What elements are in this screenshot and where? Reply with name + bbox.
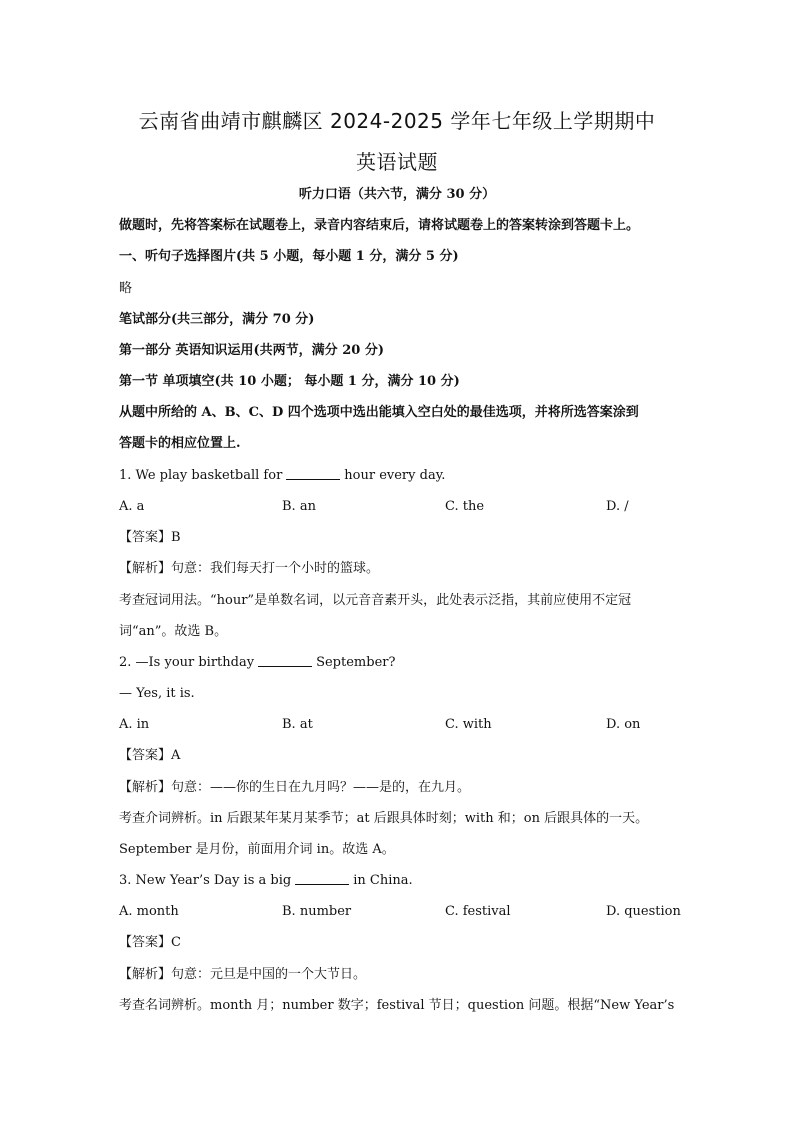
question-3-option-d: D. question (606, 904, 681, 919)
question-1-option-d: D. / (606, 499, 629, 514)
question-stem-before: 3. New Year’s Day is a big (119, 873, 292, 888)
question-stem-after: in China. (353, 873, 413, 888)
document-subtitle: 英语试题 (356, 150, 438, 174)
question-3-analysis-1: 【解析】句意：元旦是中国的一个大节日。 (119, 967, 367, 982)
question-2-option-a: A. in (119, 717, 150, 732)
question-3-option-b: B. number (282, 904, 352, 919)
document-title: 云南省曲靖市麒麟区 2024-2025 学年七年级上学期期中 (138, 109, 656, 133)
question-3-option-c: C. festival (445, 904, 511, 919)
question-stem-after: September? (316, 655, 396, 670)
question-1-option-c: C. the (445, 499, 485, 514)
omitted-note: 略 (119, 281, 133, 296)
written-header: 笔试部分(共三部分，满分 70 分) (119, 312, 315, 327)
section1-heading: 一、听句子选择图片(共 5 小题，每小题 1 分，满分 5 分) (119, 249, 459, 264)
answer-blank (258, 653, 312, 667)
listening-header: 听力口语（共六节，满分 30 分） (298, 187, 496, 202)
question-2-analysis-3: September 是月份，前面用介词 in。故选 A。 (119, 842, 395, 857)
instruction-line-2: 答题卡的相应位置上. (119, 436, 241, 451)
question-2-option-d: D. on (606, 717, 641, 732)
question-stem-before: 1. We play basketball for (119, 468, 283, 483)
question-2-analysis-1: 【解析】句意：——你的生日在九月吗？——是的，在九月。 (119, 780, 471, 795)
answer-blank (295, 871, 349, 885)
question-1-option-b: B. an (282, 499, 316, 514)
question-stem-after: hour every day. (344, 468, 446, 483)
instruction-line-1: 从题中所给的 A、B、C、D 四个选项中选出能填入空白处的最佳选项，并将所选答案涂到 (119, 405, 639, 420)
question-stem-before: 2. —Is your birthday (119, 655, 255, 670)
question-3-answer: 【答案】C (119, 935, 181, 950)
question-2-option-b: B. at (282, 717, 313, 732)
question-2-option-c: C. with (445, 717, 492, 732)
question-3-stem (119, 871, 694, 891)
question-2-stem (119, 653, 694, 673)
question-3-option-a: A. month (119, 904, 179, 919)
answer-blank (286, 466, 340, 480)
question-1-analysis-2: 考查冠词用法。“hour”是单数名词，以元音音素开头，此处表示泛指，其前应使用不定冠 (119, 593, 632, 608)
question-3-analysis-2: 考查名词辨析。month 月；number 数字；festival 节日；question 问题。根据“New Year’s (119, 998, 675, 1013)
part1-heading: 第一部分 英语知识运用(共两节，满分 20 分) (119, 343, 384, 358)
sub1-heading: 第一节 单项填空(共 10 小题； 每小题 1 分，满分 10 分) (119, 374, 460, 389)
question-2-answer: 【答案】A (119, 748, 181, 763)
question-1-option-a: A. a (119, 499, 145, 514)
question-1-analysis-3: 词“an”。故选 B。 (119, 624, 228, 639)
question-1-analysis-1: 【解析】句意：我们每天打一个小时的篮球。 (119, 561, 380, 576)
question-2-analysis-2: 考查介词辨析。in 后跟某年某月某季节；at 后跟具体时刻；with 和；on 后跟具体的一天。 (119, 811, 649, 826)
listening-note: 做题时，先将答案标在试题卷上，录音内容结束后，请将试题卷上的答案转涂到答题卡上。 (119, 218, 640, 233)
question-1-stem (119, 466, 694, 486)
question-2-stem-line-2: — Yes, it is. (119, 686, 195, 701)
question-1-answer: 【答案】B (119, 530, 181, 545)
